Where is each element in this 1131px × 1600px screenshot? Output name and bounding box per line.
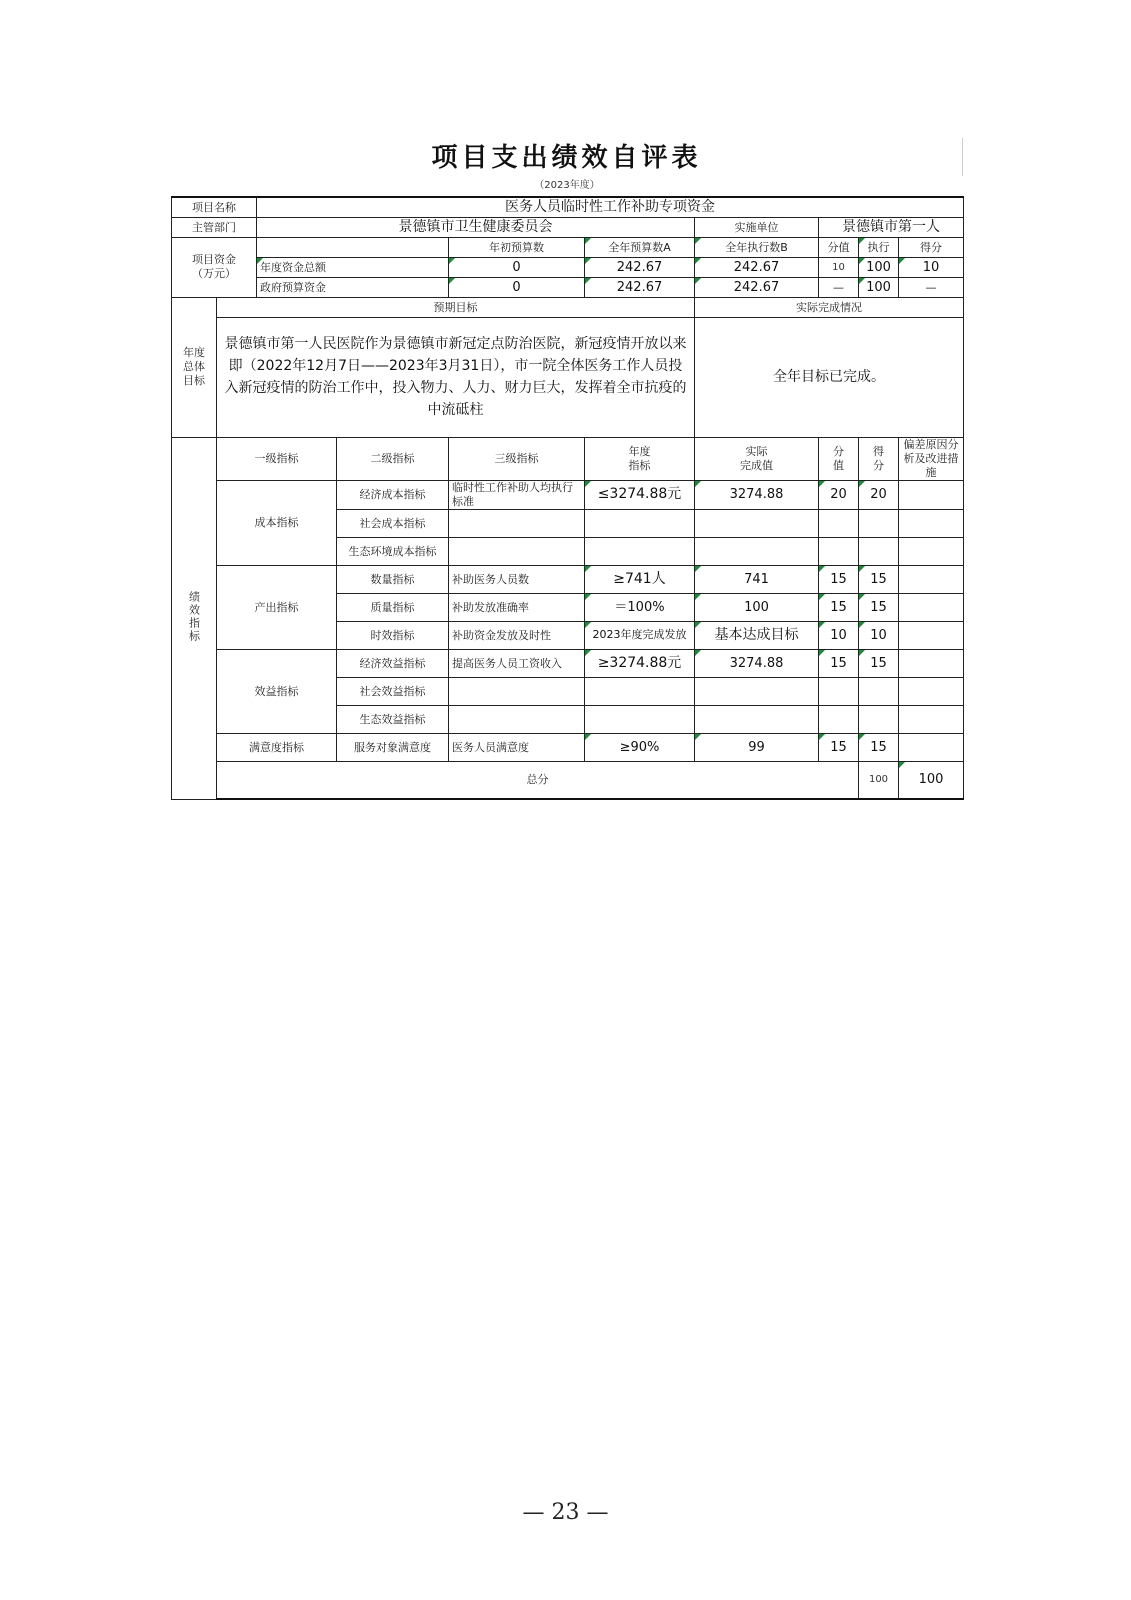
score [859, 705, 899, 733]
expected-goal-header: 预期目标 [217, 297, 695, 317]
score: 15 [859, 649, 899, 677]
score: 15 [859, 593, 899, 621]
target: ≥741人 [585, 565, 695, 593]
actual-result-text: 全年目标已完成。 [695, 317, 964, 437]
score-value: 15 [819, 593, 859, 621]
funds-score-value: 10 [819, 257, 859, 277]
actual: 3274.88 [695, 480, 819, 509]
level2: 质量指标 [337, 593, 449, 621]
remark [899, 593, 964, 621]
col-score-value: 分值 [819, 237, 859, 257]
score: 15 [859, 565, 899, 593]
project-name-label: 项目名称 [172, 197, 257, 217]
level1-satisfaction: 满意度指标 [217, 733, 337, 761]
indicators-side-label [172, 437, 217, 799]
header-level2: 二级指标 [337, 437, 449, 480]
level3: 补助发放准确率 [449, 593, 585, 621]
score: 15 [859, 733, 899, 761]
level2: 经济成本指标 [337, 480, 449, 509]
target [585, 705, 695, 733]
remark [899, 677, 964, 705]
score-value: 15 [819, 565, 859, 593]
header-actual [695, 437, 819, 480]
level2: 时效指标 [337, 621, 449, 649]
header-score-l1: 得 [873, 444, 884, 458]
level3: 医务人员满意度 [449, 733, 585, 761]
target: 2023年度完成发放 [585, 621, 695, 649]
level1-benefit: 效益指标 [217, 649, 337, 733]
header-target-l2: 指标 [628, 458, 651, 472]
evaluation-table [171, 196, 964, 800]
score-value [819, 677, 859, 705]
header-score [859, 437, 899, 480]
level3: 临时性工作补助人均执行标准 [449, 480, 585, 509]
remark [899, 565, 964, 593]
score-value: 20 [819, 480, 859, 509]
document-year: （2023年度） [534, 180, 600, 191]
score [859, 677, 899, 705]
actual: 100 [695, 593, 819, 621]
level2: 社会成本指标 [337, 509, 449, 537]
level2: 经济效益指标 [337, 649, 449, 677]
score-value: 15 [819, 733, 859, 761]
col-annual-budget: 全年预算数A [585, 237, 695, 257]
level1-cost: 成本指标 [217, 480, 337, 565]
target [585, 509, 695, 537]
target [585, 677, 695, 705]
implementer-value: 景德镇市第一人 [819, 217, 964, 237]
funds-exec-rate: 100 [859, 277, 899, 297]
score [859, 509, 899, 537]
total-score-value: 100 [859, 761, 899, 799]
funds-row-label: 年度资金总额 [257, 257, 449, 277]
funds-exec-rate: 100 [859, 257, 899, 277]
funds-score-value: — [819, 277, 859, 297]
remark [899, 480, 964, 509]
score-value: 15 [819, 649, 859, 677]
target: ≤3274.88元 [585, 480, 695, 509]
header-score-l2: 分 [873, 458, 884, 472]
level3: 补助资金发放及时性 [449, 621, 585, 649]
remark [899, 509, 964, 537]
total-score: 100 [899, 761, 964, 799]
indicators-side-text: 绩效指标 [187, 590, 201, 643]
actual: 99 [695, 733, 819, 761]
col-exec-rate: 执行 [859, 237, 899, 257]
level3 [449, 705, 585, 733]
actual [695, 537, 819, 565]
actual [695, 509, 819, 537]
header-target-l1: 年度 [628, 444, 651, 458]
funds-exec: 242.67 [695, 257, 819, 277]
col-score: 得分 [899, 237, 964, 257]
score: 20 [859, 480, 899, 509]
goals-side-text: 年度总体目标 [183, 346, 205, 387]
goals-side-label [172, 297, 217, 437]
score-value: 10 [819, 621, 859, 649]
score-value [819, 509, 859, 537]
remark [899, 705, 964, 733]
actual-result-header: 实际完成情况 [695, 297, 964, 317]
header-score-value-l1: 分 [833, 444, 844, 458]
header-level3: 三级指标 [449, 437, 585, 480]
col-annual-exec: 全年执行数B [695, 237, 819, 257]
funds-annual: 242.67 [585, 257, 695, 277]
col-initial-budget: 年初预算数 [449, 237, 585, 257]
funds-row-label: 政府预算资金 [257, 277, 449, 297]
header-actual-l1: 实际 [745, 444, 768, 458]
level2: 生态环境成本指标 [337, 537, 449, 565]
remark [899, 733, 964, 761]
target [585, 537, 695, 565]
level3 [449, 537, 585, 565]
header-actual-l2: 完成值 [740, 458, 773, 472]
implementer-label: 实施单位 [695, 217, 819, 237]
level3 [449, 677, 585, 705]
funds-exec: 242.67 [695, 277, 819, 297]
funds-label [172, 237, 257, 297]
total-label: 总分 [217, 761, 859, 799]
remark [899, 649, 964, 677]
level2: 生态效益指标 [337, 705, 449, 733]
document-title: 项目支出绩效自评表 [171, 138, 963, 176]
funds-annual: 242.67 [585, 277, 695, 297]
department-label: 主管部门 [172, 217, 257, 237]
score [859, 537, 899, 565]
score-value [819, 705, 859, 733]
performance-evaluation-sheet [171, 138, 963, 800]
remark [899, 537, 964, 565]
funds-initial: 0 [449, 257, 585, 277]
level3: 提高医务人员工资收入 [449, 649, 585, 677]
funds-score: — [899, 277, 964, 297]
expected-goal-text: 景德镇市第一人民医院作为景德镇市新冠定点防治医院，新冠疫情开放以来即（2022年12月7日——2023年3月31日），市一院全体医务工作人员投入新冠疫情的防治工作中，投入物力、人力、财力巨大，发挥着全市抗疫的中流砥柱 [217, 317, 695, 437]
level2: 数量指标 [337, 565, 449, 593]
funds-score: 10 [899, 257, 964, 277]
target: ＝100% [585, 593, 695, 621]
target: ≥90% [585, 733, 695, 761]
level3 [449, 509, 585, 537]
actual: 741 [695, 565, 819, 593]
target: ≥3274.88元 [585, 649, 695, 677]
actual [695, 677, 819, 705]
actual: 基本达成目标 [695, 621, 819, 649]
level2: 社会效益指标 [337, 677, 449, 705]
actual [695, 705, 819, 733]
header-score-value [819, 437, 859, 480]
level3: 补助医务人员数 [449, 565, 585, 593]
score: 10 [859, 621, 899, 649]
page-number: — 23 — [522, 1500, 609, 1525]
project-name-value: 医务人员临时性工作补助专项资金 [257, 197, 964, 217]
remark [899, 621, 964, 649]
header-score-value-l2: 值 [833, 458, 844, 472]
header-target [585, 437, 695, 480]
header-level1: 一级指标 [217, 437, 337, 480]
department-value: 景德镇市卫生健康委员会 [257, 217, 695, 237]
score-value [819, 537, 859, 565]
header-remark: 偏差原因分析及改进措施 [899, 437, 964, 480]
actual: 3274.88 [695, 649, 819, 677]
funds-label-text: 项目资金 （万元） [192, 253, 236, 280]
funds-initial: 0 [449, 277, 585, 297]
level2: 服务对象满意度 [337, 733, 449, 761]
level1-output: 产出指标 [217, 565, 337, 649]
